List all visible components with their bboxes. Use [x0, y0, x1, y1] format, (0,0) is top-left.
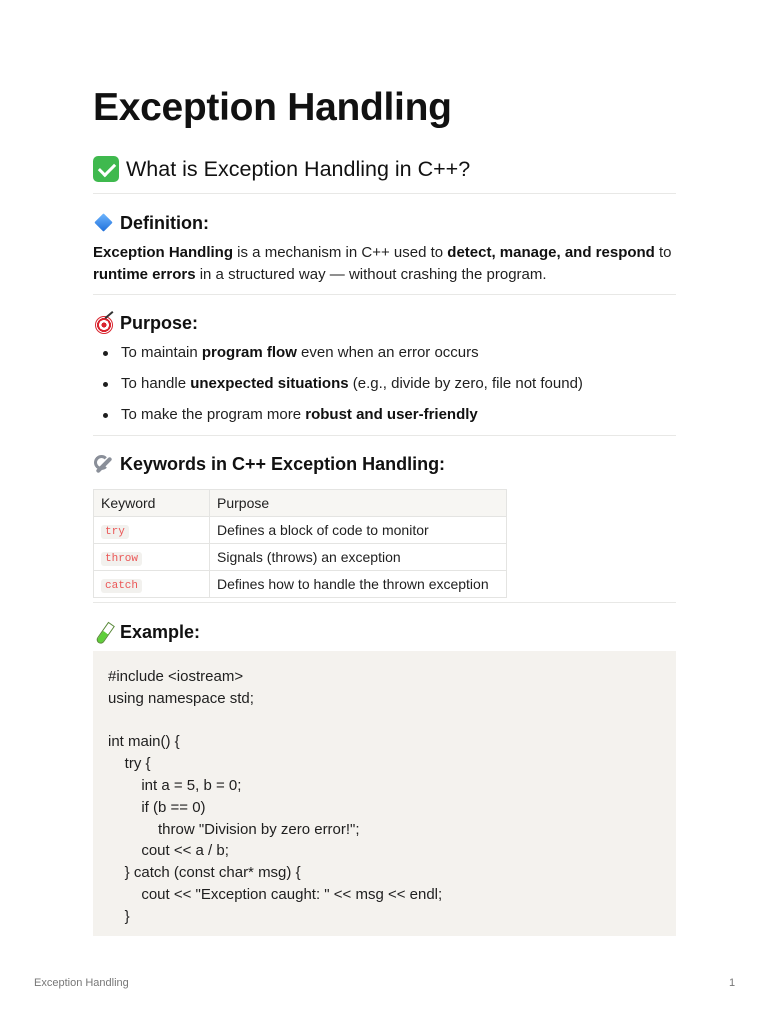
- example-heading: [93, 621, 200, 643]
- keyword-code: try: [101, 525, 129, 539]
- footer-title: Exception Handling: [34, 977, 129, 989]
- table-row: [94, 571, 507, 598]
- page-number: 1: [729, 977, 736, 989]
- divider: [93, 435, 676, 436]
- list-item: [93, 404, 583, 435]
- definition-heading-text: Definition:: [120, 212, 209, 233]
- bold-text: unexpected situations: [190, 375, 349, 392]
- purpose-cell: Signals (throws) an exception: [210, 544, 507, 571]
- keyword-code: throw: [101, 552, 142, 566]
- code-line: using namespace std;: [108, 689, 254, 707]
- section-heading-block: [93, 156, 676, 194]
- section-heading-text: What is Exception Handling in C++?: [126, 156, 471, 181]
- code-line: throw "Division by zero error!";: [108, 820, 360, 838]
- bold-text: robust and user-friendly: [305, 406, 478, 423]
- purpose-cell: Defines how to handle the thrown exception: [210, 571, 507, 598]
- list-item: [93, 342, 583, 373]
- text-run: To maintain: [121, 344, 202, 361]
- code-line: cout << "Exception caught: " << msg << endl;: [108, 885, 443, 903]
- code-line: cout << a / b;: [108, 842, 229, 860]
- purpose-cell: Defines a block of code to monitor: [210, 517, 507, 544]
- purpose-heading: [93, 312, 198, 334]
- text-run: To handle: [121, 375, 191, 392]
- check-mark-icon: [93, 156, 119, 182]
- keyword-code: catch: [101, 579, 142, 593]
- text-run: (e.g., divide by zero, file not found): [348, 375, 583, 392]
- keyword-cell: [94, 517, 210, 544]
- column-header-purpose: Purpose: [210, 490, 507, 517]
- section-heading: [93, 156, 676, 182]
- purpose-heading-text: Purpose:: [120, 312, 199, 333]
- code-line: try {: [108, 755, 151, 773]
- text-run: to: [654, 244, 672, 261]
- code-block[interactable]: [93, 651, 676, 936]
- keyword-cell: [94, 544, 210, 571]
- table-row: [94, 544, 507, 571]
- code-line: }: [108, 907, 130, 925]
- page-title: Exception Handling: [93, 86, 452, 129]
- text-run: even when an error occurs: [296, 344, 479, 361]
- table-header-row: [94, 490, 507, 517]
- wrench-icon: [93, 453, 115, 475]
- bold-text: detect, manage, and respond: [447, 244, 655, 261]
- code-line: } catch (const char* msg) {: [108, 864, 301, 882]
- divider: [93, 602, 676, 603]
- text-run: To make the program more: [121, 406, 306, 423]
- text-run: in a structured way — without crashing the program.: [195, 266, 547, 283]
- code-line: int main() {: [108, 733, 180, 751]
- table-row: [94, 517, 507, 544]
- example-heading-text: Example:: [120, 621, 201, 642]
- keywords-heading: [93, 453, 445, 475]
- blue-diamond-icon: [93, 212, 115, 234]
- bold-text: Exception Handling: [93, 244, 234, 261]
- keywords-heading-text: Keywords in C++ Exception Handling:: [120, 453, 446, 474]
- purpose-list: [93, 342, 583, 435]
- divider: [93, 294, 676, 295]
- definition-heading: [93, 212, 209, 234]
- column-header-keyword: Keyword: [94, 490, 210, 517]
- bold-text: program flow: [201, 344, 297, 361]
- list-item: [93, 373, 583, 404]
- text-run: is a mechanism in C++ used to: [233, 244, 448, 261]
- test-tube-icon: [93, 621, 115, 643]
- bold-text: runtime errors: [93, 266, 196, 283]
- keyword-cell: [94, 571, 210, 598]
- code-line: if (b == 0): [108, 798, 206, 816]
- code-line: #include <iostream>: [108, 668, 244, 685]
- keywords-table: [93, 489, 507, 598]
- definition-paragraph: [93, 242, 683, 286]
- target-dart-icon: [93, 312, 115, 334]
- code-line: [108, 710, 661, 732]
- code-line: int a = 5, b = 0;: [108, 776, 242, 794]
